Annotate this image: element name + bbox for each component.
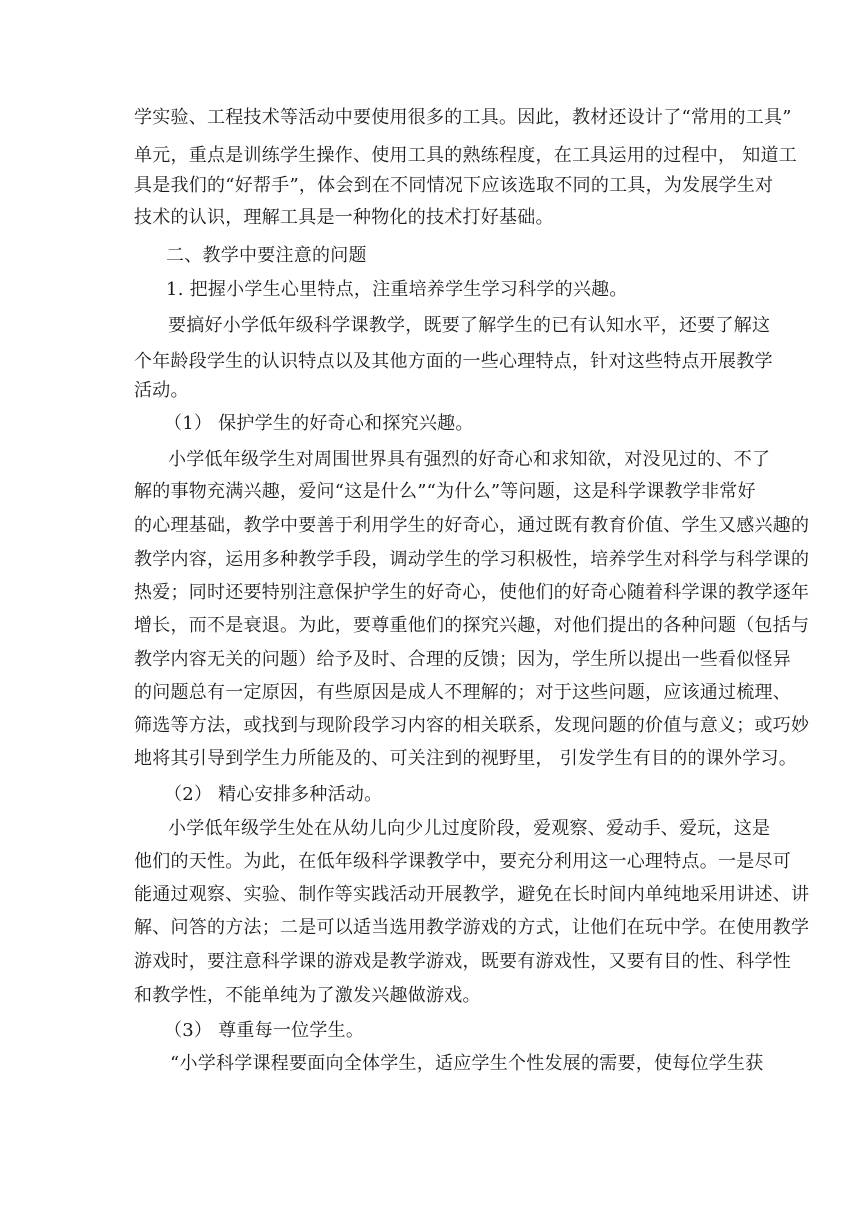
text-line: 要搞好小学低年级科学课教学，既要了解学生的已有认知水平，还要了解这: [168, 315, 771, 336]
text-line: 他们的天性。为此，在低年级科学课教学中，要充分利用这一心理特点。一是尽可: [134, 851, 791, 872]
text-line: 小学低年级学生对周围世界具有强烈的好奇心和求知欲，对没见过的、不了: [168, 449, 771, 470]
text-line: 筛选等方法，或找到与现阶段学习内容的相关联系，发现问题的价值与意义；或巧妙: [134, 715, 810, 736]
text-line: 解、问答的方法；二是可以适当选用教学游戏的方式，让他们在玩中学。在使用教学: [134, 917, 810, 938]
section-heading: 二、教学中要注意的问题: [166, 245, 367, 266]
text-line: 和教学性，不能单纯为了激发兴趣做游戏。: [134, 985, 481, 1006]
subsection-heading: 1. 把握小学生心里特点，注重培养学生学习科学的兴趣。: [166, 279, 628, 300]
text-line: 个年龄段学生的认识特点以及其他方面的一些心理特点，针对这些特点开展教学: [134, 351, 773, 372]
text-line: 能通过观察、实验、制作等实践活动开展教学，避免在长时间内单纯地采用讲述、讲: [134, 884, 810, 905]
text-line: 教学内容，运用多种教学手段，调动学生的学习积极性，培养学生对科学与科学课的: [134, 549, 810, 570]
text-line: 单元，重点是训练学生操作、使用工具的熟练程度，在工具运用的过程中， 知道工: [134, 145, 797, 166]
subsection-heading: （3） 尊重每一位学生。: [164, 1020, 365, 1041]
text-line: 游戏时，要注意科学课的游戏是教学游戏，既要有游戏性，又要有目的性、科学性: [134, 951, 791, 972]
text-line: 的问题总有一定原因，有些原因是成人不理解的；对于这些问题，应该通过梳理、: [134, 682, 791, 703]
text-line: 具是我们的“好帮手”，体会到在不同情况下应该选取不同的工具，为发展学生对: [134, 175, 774, 196]
text-line: 教学内容无关的问题）给予及时、合理的反馈；因为，学生所以提出一些看似怪异: [134, 649, 791, 670]
text-line: 技术的认识，理解工具是一种物化的技术打好基础。: [134, 207, 554, 228]
text-line: 增长，而不是衰退。为此，要尊重他们的探究兴趣，对他们提出的各种问题（包括与: [134, 615, 810, 636]
text-line: 小学低年级学生处在从幼儿向少儿过度阶段，爱观察、爱动手、爱玩，这是: [168, 818, 771, 839]
text-line: 的心理基础，教学中要善于利用学生的好奇心，通过既有教育价值、学生又感兴趣的: [134, 515, 810, 536]
text-line: 解的事物充满兴趣，爱问“这是什么”“为什么”等问题，这是科学课教学非常好: [134, 481, 756, 502]
text-line: 学实验、工程技术等活动中要使用很多的工具。因此，教材还设计了“常用的工具”: [134, 107, 792, 128]
subsection-heading: （1） 保护学生的好奇心和探究兴趣。: [164, 413, 474, 434]
subsection-heading: （2） 精心安排多种活动。: [164, 784, 383, 805]
text-line: “小学科学课程要面向全体学生，适应学生个性发展的需要，使每位学生获: [170, 1053, 764, 1074]
text-line: 活动。: [134, 380, 189, 401]
text-line: 地将其引导到学生力所能及的、可关注到的视野里， 引发学生有目的的课外学习。: [134, 748, 797, 769]
text-line: 热爱；同时还要特别注意保护学生的好奇心，使他们的好奇心随着科学课的教学逐年: [134, 582, 810, 603]
